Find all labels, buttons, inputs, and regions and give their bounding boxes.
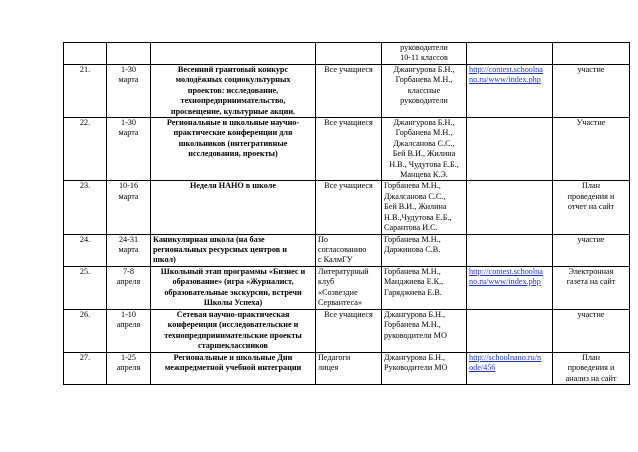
title-line: образовательные экскурсии, встречи bbox=[164, 287, 302, 297]
cell-num bbox=[64, 43, 107, 65]
cell-title bbox=[151, 118, 316, 181]
cell-num: 25. bbox=[64, 266, 107, 309]
participants-line: согласованию bbox=[318, 244, 367, 254]
cell-num: 26. bbox=[64, 309, 107, 352]
contest-link[interactable] bbox=[469, 353, 550, 374]
responsible-line: руководители bbox=[400, 96, 448, 106]
result-line: Участие bbox=[576, 118, 606, 128]
participants-line: клуб bbox=[318, 277, 335, 287]
title-line: практические конференции для bbox=[173, 128, 293, 138]
table-row bbox=[64, 309, 630, 352]
date-line: марта bbox=[118, 128, 139, 138]
date-line: 1-30 bbox=[120, 65, 136, 74]
date-line: 1-25 bbox=[120, 352, 136, 362]
title-line: образование» (игра «Журналист, bbox=[172, 277, 294, 287]
title-line: межпредметной учебной интеграции bbox=[164, 363, 302, 373]
event-plan-table bbox=[63, 42, 630, 385]
cell-link bbox=[467, 309, 553, 352]
participants-line: с КалмГУ bbox=[318, 255, 353, 265]
cell-date bbox=[107, 309, 151, 352]
responsible-line: Джангурова Б.Н., bbox=[393, 118, 455, 128]
title-line: Сетевая научно-практическая bbox=[176, 309, 290, 319]
cell-result bbox=[553, 234, 630, 266]
title-line: Школы Успеха) bbox=[203, 297, 263, 307]
cell-participants bbox=[316, 65, 382, 118]
title-line: технопредпринимательство, bbox=[180, 96, 286, 106]
participants-line: Сервантеса» bbox=[318, 297, 362, 307]
cell-result bbox=[553, 65, 630, 118]
cell-date bbox=[107, 181, 151, 234]
responsible-line: 10-11 классов bbox=[400, 53, 448, 63]
responsible-line: Джангурова Б.Н., bbox=[384, 309, 446, 319]
cell-participants bbox=[316, 181, 382, 234]
responsible-line: Горбанева М.Н., bbox=[384, 320, 441, 330]
result-line: участие bbox=[577, 234, 605, 244]
cell-num: 21. bbox=[64, 65, 107, 118]
link-line[interactable]: no.ru/www/index.php bbox=[469, 75, 541, 85]
cell-result bbox=[553, 118, 630, 181]
result-line: участие bbox=[577, 309, 605, 319]
cell-title bbox=[151, 234, 316, 266]
responsible-line: Горбанева М.Н., bbox=[395, 75, 453, 85]
cell-date bbox=[107, 118, 151, 181]
cell-link bbox=[467, 234, 553, 266]
cell-responsible bbox=[382, 309, 467, 352]
cell-responsible bbox=[382, 43, 467, 65]
cell-title bbox=[151, 43, 316, 65]
date-line: 24-31 bbox=[118, 234, 139, 244]
responsible-line: Горбанева М.Н., bbox=[384, 181, 441, 191]
cell-participants bbox=[316, 234, 382, 266]
contest-link[interactable] bbox=[469, 267, 550, 288]
link-line[interactable]: http://schoolnano.ru/n bbox=[469, 352, 542, 362]
responsible-line: Манджиева Е.К., bbox=[384, 277, 444, 287]
cell-num: 27. bbox=[64, 352, 107, 384]
title-line: Региональные и школьные Дни bbox=[173, 352, 293, 362]
date-line: 1-30 bbox=[120, 118, 136, 128]
responsible-line: Бей В.И., Жилина bbox=[384, 202, 447, 212]
link-line[interactable]: http://contest.schoolna bbox=[469, 65, 543, 74]
responsible-line: Джангурова Б.Н., bbox=[393, 65, 455, 74]
cell-participants bbox=[316, 309, 382, 352]
cell-participants bbox=[316, 266, 382, 309]
cell-responsible bbox=[382, 266, 467, 309]
responsible-line: Руководители МО bbox=[384, 363, 448, 373]
result-line: участие bbox=[577, 65, 605, 74]
table-row bbox=[64, 181, 630, 234]
cell-num: 22. bbox=[64, 118, 107, 181]
link-line[interactable]: no.ru/www/index.php bbox=[469, 277, 541, 287]
date-line: марта bbox=[118, 244, 139, 254]
date-line: 1-10 bbox=[120, 309, 136, 319]
date-line: 7-8 bbox=[123, 266, 134, 276]
title-line: Региональные и школьные научно- bbox=[166, 118, 300, 128]
table-row bbox=[64, 234, 630, 266]
title-line: Весенний грантовый конкурс bbox=[177, 65, 289, 74]
result-line: анализ на сайт bbox=[565, 373, 617, 383]
responsible-line: Бей В.И., Жилина bbox=[392, 149, 456, 159]
cell-date bbox=[107, 43, 151, 65]
participants-line: Все учащиеся bbox=[324, 309, 373, 319]
table-row-top bbox=[64, 43, 630, 65]
responsible-line: Даржинова С.В. bbox=[384, 244, 441, 254]
responsible-line: Горбанева М.Н., bbox=[395, 128, 453, 138]
cell-title bbox=[151, 266, 316, 309]
link-line[interactable]: http://contest.schoolna bbox=[469, 266, 543, 276]
cell-title bbox=[151, 309, 316, 352]
cell-link bbox=[467, 118, 553, 181]
cell-participants bbox=[316, 352, 382, 384]
responsible-line: Джангурова Б.Н., bbox=[384, 352, 446, 362]
cell-num: 23. bbox=[64, 181, 107, 234]
cell-date bbox=[107, 266, 151, 309]
cell-link[interactable] bbox=[467, 65, 553, 118]
responsible-line: Сарантова И.С. bbox=[384, 223, 438, 233]
date-line: 10-16 bbox=[118, 181, 139, 191]
cell-link[interactable] bbox=[467, 352, 553, 384]
title-line: проектов: исследование, bbox=[187, 85, 279, 95]
participants-line: Педагоги bbox=[318, 352, 351, 362]
title-line: школьников (интегративные bbox=[178, 138, 288, 148]
title-line: Каникулярная школа (на базе bbox=[153, 234, 265, 244]
title-line: школ) bbox=[153, 255, 176, 265]
responsible-line: Н.В.,Чудутова Е.Б., bbox=[384, 212, 452, 222]
cell-num: 24. bbox=[64, 234, 107, 266]
cell-responsible bbox=[382, 234, 467, 266]
table-row bbox=[64, 352, 630, 384]
responsible-line: Манцева К.Э. bbox=[400, 170, 448, 180]
contest-link[interactable] bbox=[469, 65, 550, 86]
table-row bbox=[64, 266, 630, 309]
cell-title bbox=[151, 181, 316, 234]
date-line: апреля bbox=[116, 320, 141, 330]
result-line: План bbox=[581, 181, 600, 191]
cell-responsible bbox=[382, 65, 467, 118]
cell-date bbox=[107, 234, 151, 266]
title-line: старшеклассников bbox=[198, 340, 268, 350]
title-line: Школьный этап программы «Бизнес и bbox=[160, 266, 306, 276]
responsible-line: Горбанева М.Н., bbox=[384, 266, 441, 276]
title-line: молодёжных социокультурных bbox=[175, 75, 291, 85]
title-line: просвещение, культурные акции. bbox=[170, 106, 296, 116]
responsible-line: руководители МО bbox=[384, 330, 447, 340]
responsible-line: Н.В., Чудутова Е.Б., bbox=[389, 159, 459, 169]
participants-line: По bbox=[318, 234, 329, 244]
result-line: проведения и bbox=[567, 363, 615, 373]
responsible-line: руководители bbox=[400, 43, 448, 52]
date-line: марта bbox=[118, 191, 139, 201]
cell-participants bbox=[316, 118, 382, 181]
responsible-line: Джалсанова С.С., bbox=[384, 191, 446, 201]
participants-line: Все учащиеся bbox=[324, 65, 373, 74]
result-line: отчет на сайт bbox=[567, 202, 615, 212]
participants-line: Все учащиеся bbox=[324, 181, 373, 191]
date-line: апреля bbox=[116, 363, 141, 373]
responsible-line: Гаряджиева Е.В. bbox=[384, 287, 442, 297]
title-line: технопредпринимательские проекты bbox=[164, 330, 302, 340]
title-line: Неделя НАНО в школе bbox=[189, 181, 276, 191]
result-line: проведения и bbox=[567, 191, 615, 201]
cell-result bbox=[553, 43, 630, 65]
result-line: Электронная bbox=[568, 266, 614, 276]
cell-title bbox=[151, 352, 316, 384]
cell-responsible bbox=[382, 118, 467, 181]
title-line: конференция (исследовательские и bbox=[167, 320, 299, 330]
table-row bbox=[64, 65, 630, 118]
cell-link[interactable] bbox=[467, 266, 553, 309]
cell-responsible bbox=[382, 352, 467, 384]
responsible-line: Горбанева М.Н., bbox=[384, 234, 441, 244]
participants-line: Все учащиеся bbox=[324, 118, 373, 128]
responsible-line: Джалсанова С.С., bbox=[393, 138, 455, 148]
cell-link bbox=[467, 43, 553, 65]
cell-result bbox=[553, 309, 630, 352]
cell-date bbox=[107, 65, 151, 118]
participants-line: «Созвездие bbox=[318, 287, 358, 297]
cell-result bbox=[553, 181, 630, 234]
date-line: апреля bbox=[116, 277, 141, 287]
cell-result bbox=[553, 266, 630, 309]
cell-link bbox=[467, 181, 553, 234]
link-line[interactable]: ode/456 bbox=[469, 363, 496, 373]
title-line: региональных ресурсных центров и bbox=[153, 244, 287, 254]
participants-line: Литературный bbox=[318, 266, 369, 276]
cell-date bbox=[107, 352, 151, 384]
title-line: исследования, проекты) bbox=[188, 149, 278, 159]
result-line: План bbox=[581, 352, 600, 362]
cell-result bbox=[553, 352, 630, 384]
cell-title bbox=[151, 65, 316, 118]
date-line: марта bbox=[118, 75, 139, 85]
table-row bbox=[64, 118, 630, 181]
result-line: газета на сайт bbox=[566, 277, 616, 287]
responsible-line: классные bbox=[407, 85, 441, 95]
participants-line: лицея bbox=[318, 363, 339, 373]
cell-participants bbox=[316, 43, 382, 65]
cell-responsible bbox=[382, 181, 467, 234]
